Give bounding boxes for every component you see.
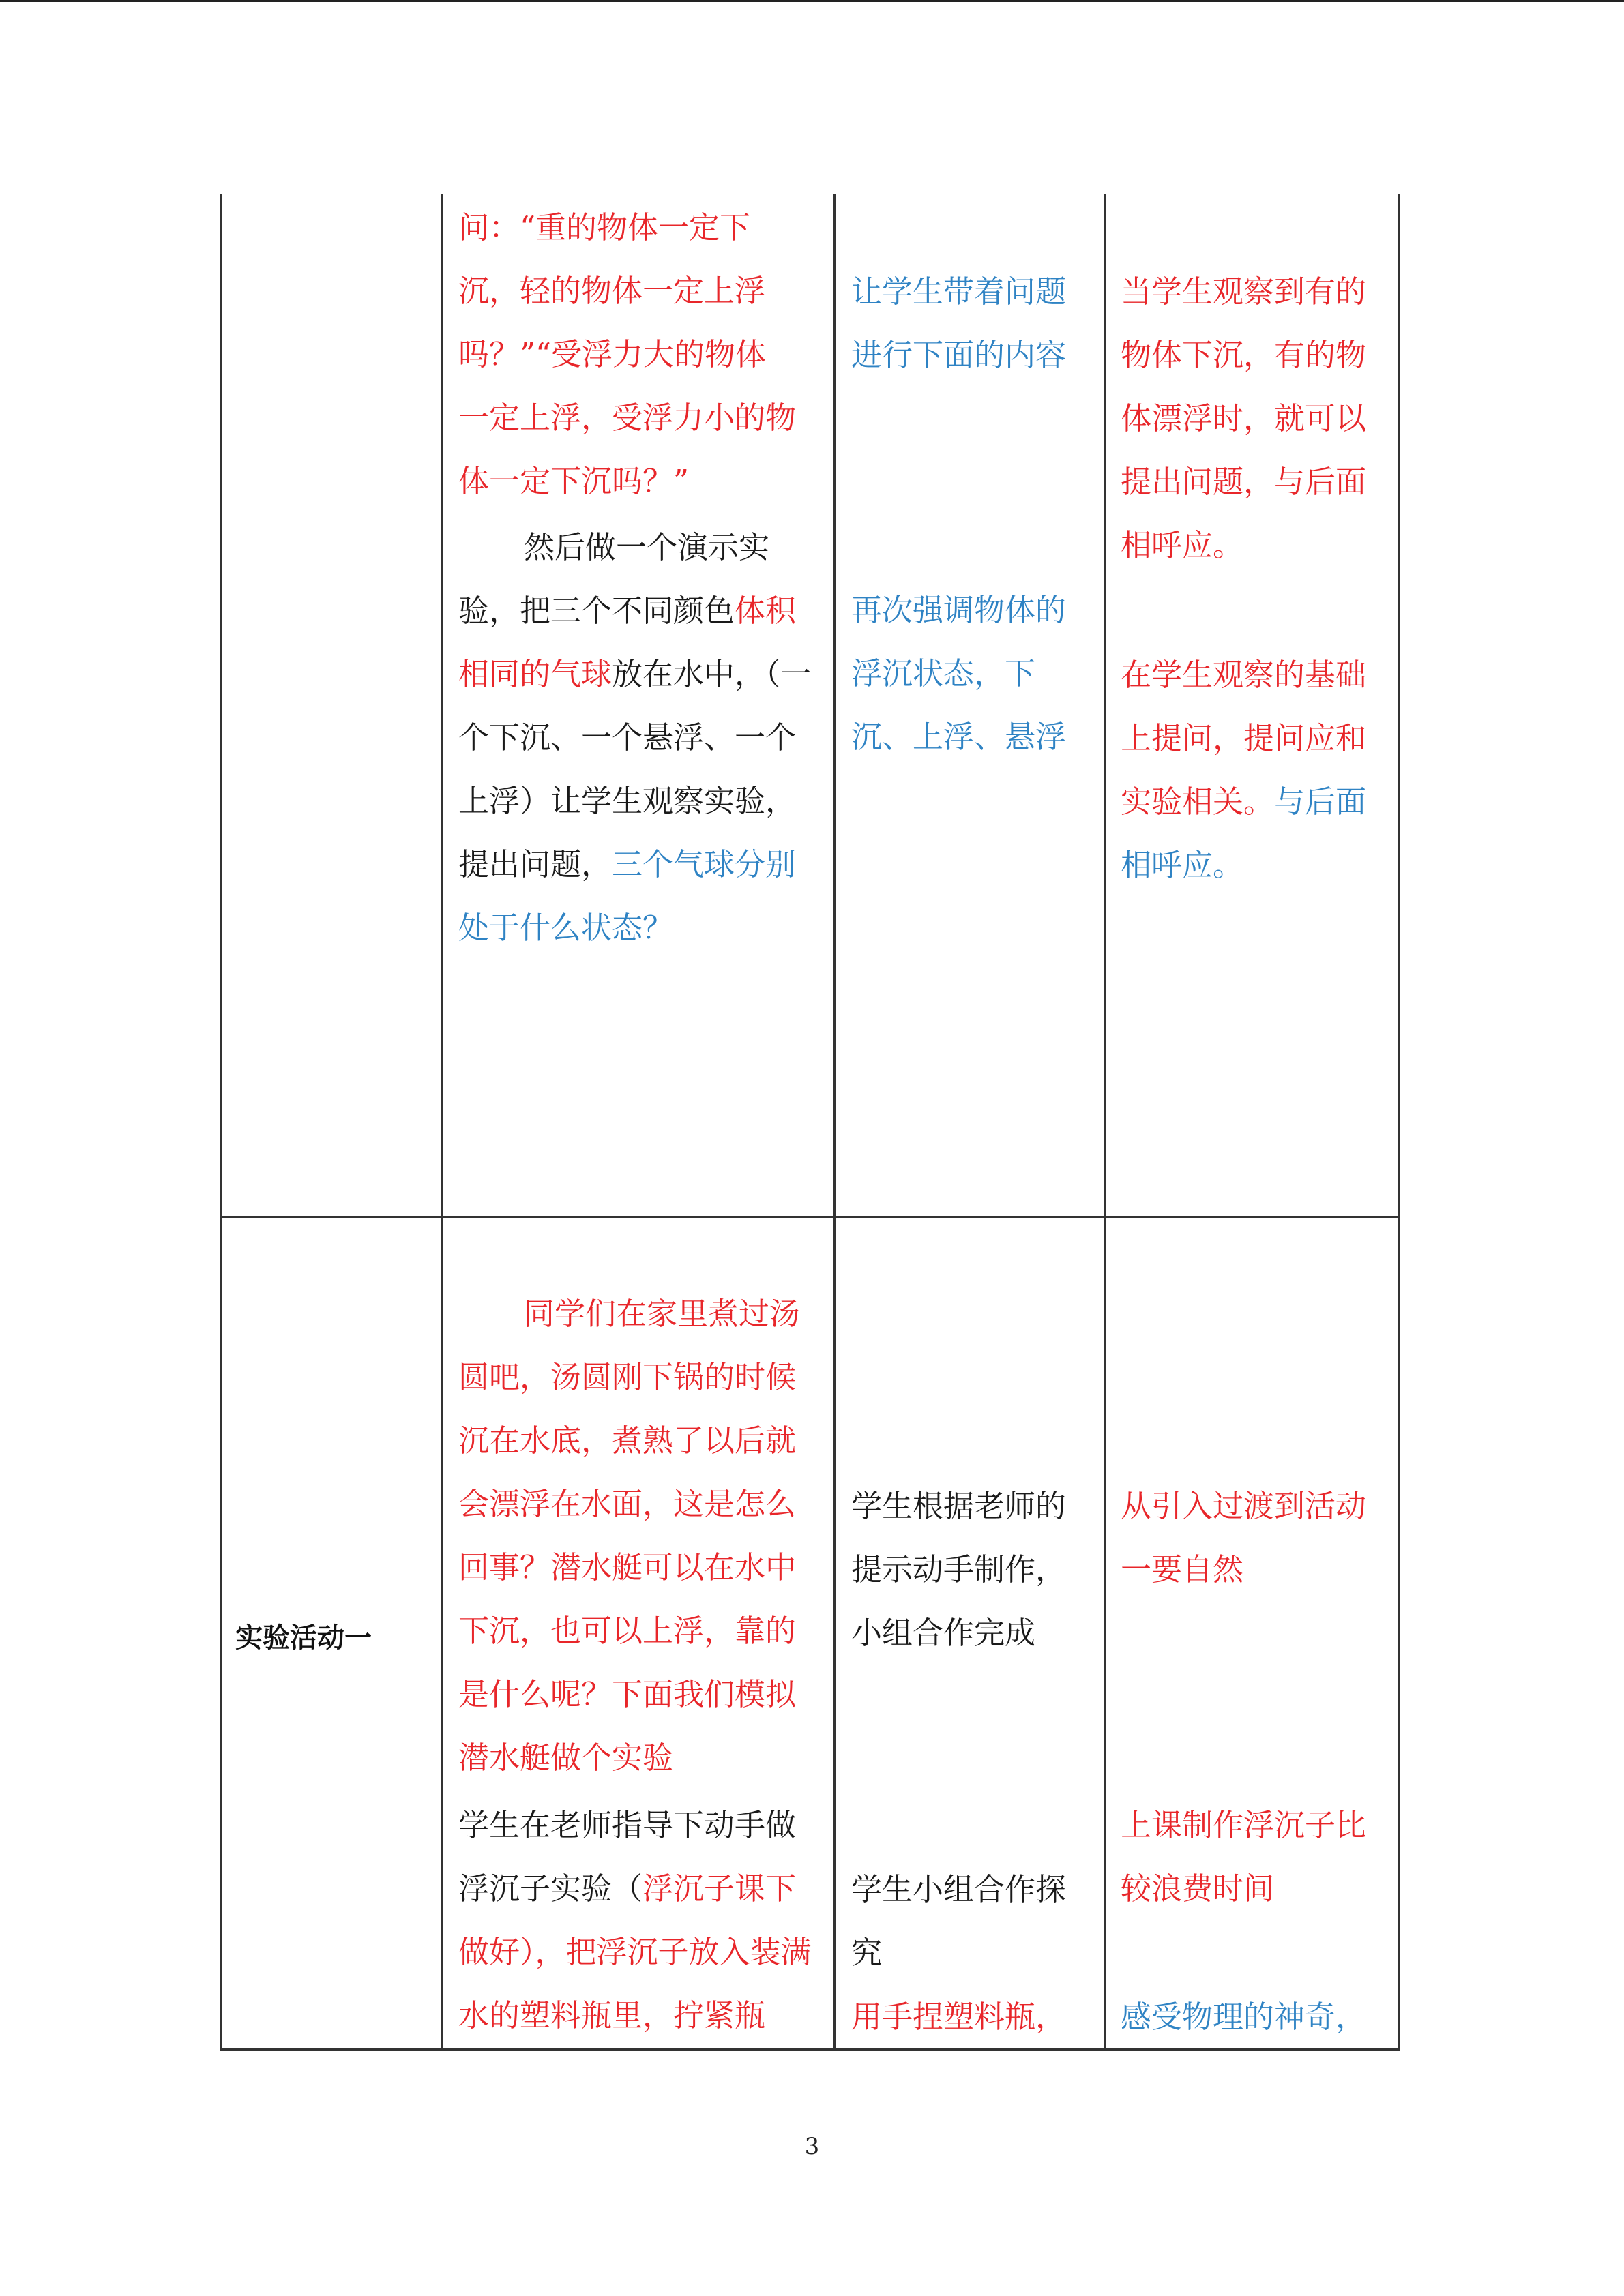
table-border-left	[220, 194, 222, 2050]
table-divider-1	[441, 194, 443, 2050]
row1-col2-demo-balloons: 体积相同的气球	[458, 593, 797, 692]
row1-col3-note-1-text: 让学生带着问题进行下面的内容	[851, 273, 1067, 373]
row1-col2-demo-text: 然后做一个演示实验，把三个不同颜色	[458, 529, 770, 629]
row1-col2-demo-question: 三个气球分别处于什么状态？	[458, 846, 797, 946]
row1-col2-demo-text-2: 放在水中，（一个下沉、一个悬浮、一个上浮）让学生观察实验，提出问题，	[458, 656, 812, 882]
page-top-border	[0, 0, 1624, 2]
row-separator	[220, 1216, 1400, 1218]
row2-col2-intro-text: 同学们在家里煮过汤圆吧，汤圆刚下锅的时候沉在水底，煮熟了以后就会漂浮在水面，这是怎么回事？潜水艇可以在水中下沉，也可以上浮，靠的是什么呢？下面我们模拟潜水艇做个实验	[458, 1296, 801, 1776]
row2-col4-intent-2	[1121, 1793, 1387, 1920]
row1-col3-note-1	[851, 260, 1087, 387]
row2-col2-experiment	[458, 1793, 820, 2047]
table-divider-3	[1104, 194, 1106, 2050]
row2-col4-intent-3	[1121, 1985, 1387, 2048]
page-number: 3	[804, 2133, 820, 2160]
row1-col4-intent-1-text: 当学生观察到有的物体下沉，有的物体漂浮时，就可以提出问题，与后面相呼应。	[1121, 273, 1367, 563]
row2-col4-intent-2-text: 上课制作浮沉子比较浪费时间	[1121, 1807, 1367, 1907]
row2-activity-label: 实验活动一	[235, 1622, 372, 1654]
row2-col4-intent-3-text: 感受物理的神奇，	[1121, 1999, 1367, 2035]
row1-col2-question-line5: 体一定下沉吗？”	[458, 463, 690, 499]
table-divider-2	[833, 194, 836, 2050]
row2-col3-activity-3-text: 用手捏塑料瓶，	[851, 1999, 1067, 2035]
row1-col4-intent-2-text: 在学生观察的基础上提问，提问应和实验相关。	[1121, 657, 1367, 820]
row1-col4-intent-2	[1121, 643, 1387, 897]
row1-col2-question-line3: 吗？”“受浮力大的物体	[458, 336, 767, 372]
row1-col3-note-2	[851, 578, 1087, 769]
table-border-bottom	[220, 2048, 1400, 2051]
row2-col3-activity-3	[851, 1985, 1087, 2048]
row1-col3-note-2-text: 再次强调物体的浮沉状态，下沉、上浮、悬浮	[851, 592, 1067, 755]
row2-col3-activity-2-text: 学生小组合作探究	[851, 1871, 1067, 1971]
row2-col3-activity-2	[851, 1858, 1087, 1984]
row2-col3-activity-1-text: 学生根据老师的提示动手制作，小组合作完成	[851, 1488, 1067, 1651]
table-border-right	[1398, 194, 1400, 2050]
row2-col2-intro	[458, 1282, 820, 1789]
row1-col2-demo-experiment	[458, 516, 820, 959]
row1-col2-question-line2: 沉，轻的物体一定上浮	[458, 273, 766, 309]
row2-col2-experiment-text: 学生在老师指导下动手做浮沉子实验（	[458, 1807, 797, 1907]
row2-col3-activity-1	[851, 1474, 1087, 1665]
row2-col4-intent-1	[1121, 1474, 1387, 1601]
row1-col2-question-line1: 问：“重的物体一定下	[458, 209, 751, 245]
row1-col4-intent-2-echo: 与后面相呼应。	[1121, 784, 1367, 883]
row1-col4-intent-1	[1121, 260, 1387, 577]
row1-col2-question	[458, 196, 827, 513]
row2-col2-experiment-note: 浮沉子课下做好），把浮沉子放入装满水的塑料瓶里，拧紧瓶	[458, 1870, 812, 2033]
row2-col4-intent-1-text: 从引入过渡到活动一要自然	[1121, 1488, 1367, 1587]
row1-col2-question-line4: 一定上浮，受浮力小的物	[458, 400, 797, 436]
